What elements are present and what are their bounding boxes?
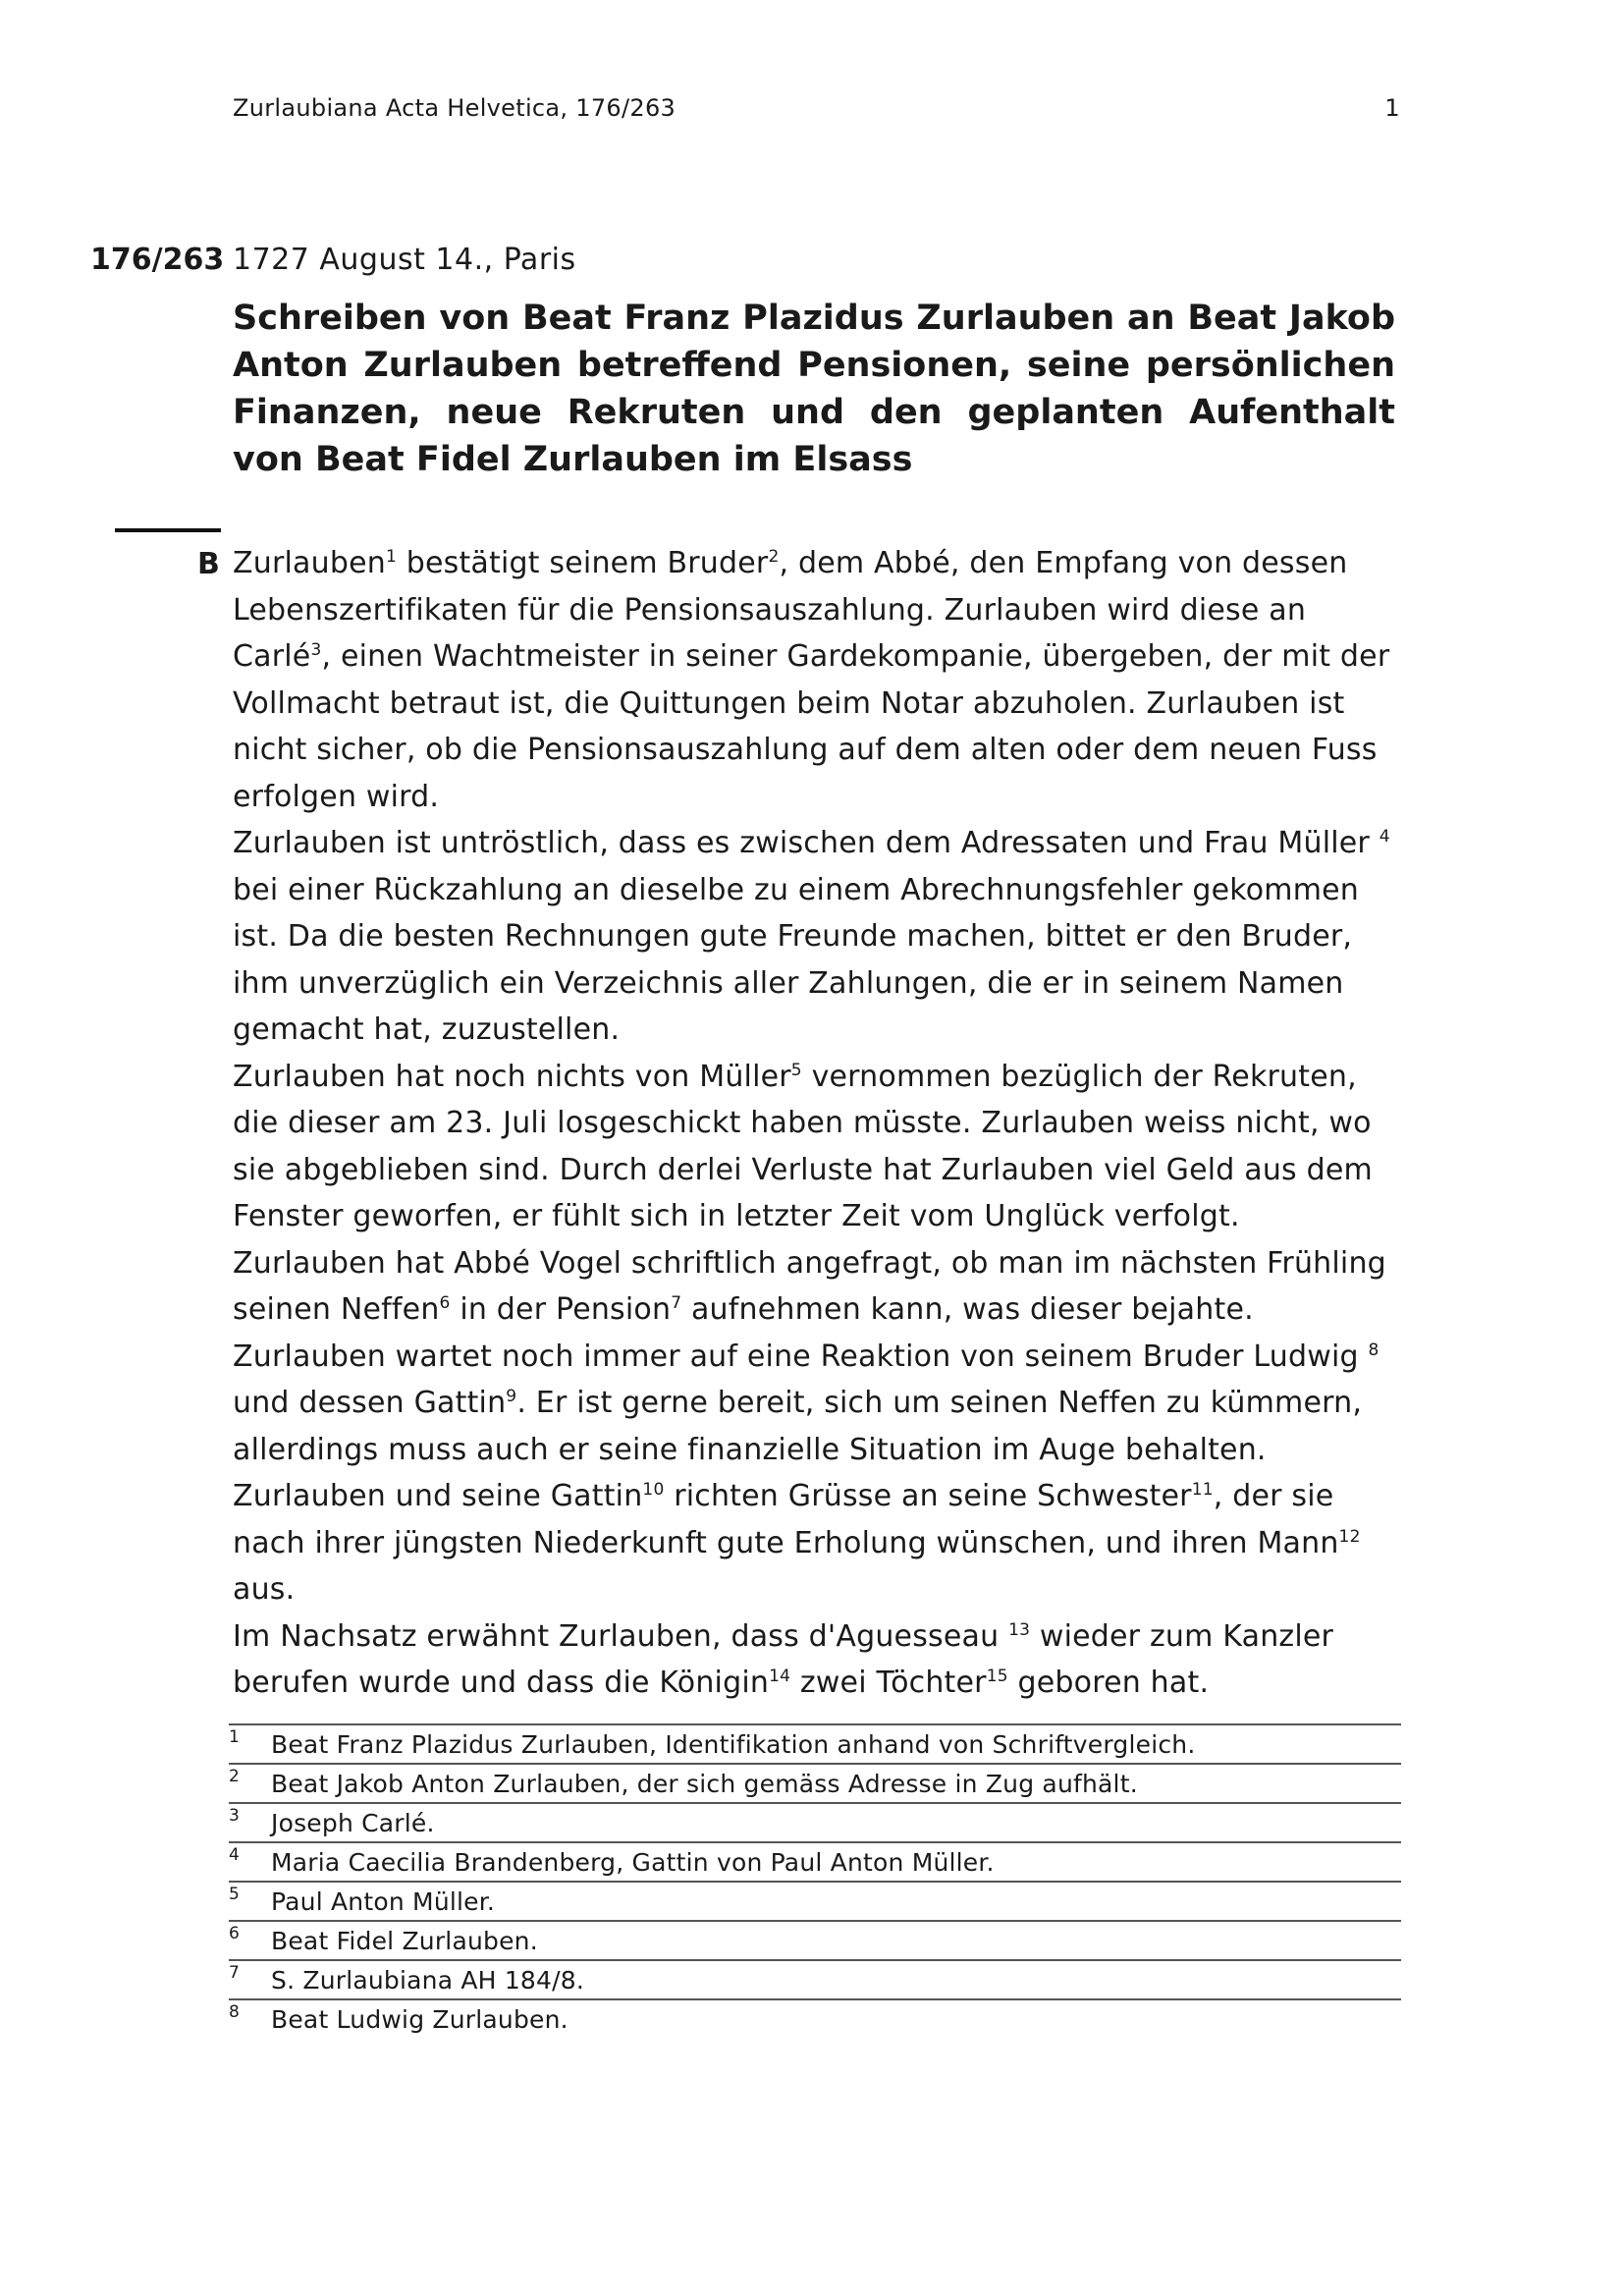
footnote [229, 1763, 1401, 1802]
footnote-number: 5 [229, 1885, 241, 1904]
text-segment: . Er ist gerne bereit, sich um seinen Neffen zu kümmern, allerdings muss auch er seine finanzielle Situation im Auge behalten. [233, 1386, 1363, 1467]
footnote-ref[interactable]: 13 [1008, 1619, 1031, 1640]
footnote-text: Beat Jakob Anton Zurlauben, der sich gemäss Adresse in Zug aufhält. [271, 1769, 1138, 1798]
text-segment: Zurlauben hat Abbé Vogel schriftlich angefragt, ob man im nächsten Frühling seinen Neffen [233, 1245, 1386, 1327]
text-segment: Im Nachsatz erwähnt Zurlauben, dass d'Aguesseau [233, 1618, 1009, 1654]
text-segment: Zurlauben [233, 546, 386, 580]
footnote [229, 1802, 1401, 1841]
footnote [229, 1998, 1401, 2038]
footnote-ref[interactable]: 14 [769, 1667, 791, 1686]
footnote [229, 1841, 1401, 1881]
section-rule [115, 528, 221, 532]
date-place: 1727 August 14., Paris [233, 243, 576, 277]
footnote-ref[interactable]: 1 [385, 547, 397, 567]
text-segment: aufnehmen kann, was dieser bejahte. Zurlauben wartet noch immer auf eine Reaktion von seinem Bruder Ludwig [233, 1292, 1369, 1374]
page-number: 1 [1384, 94, 1400, 122]
text-segment: , dem Abbé, den Empfang von dessen Lebenszertifikaten für die Pensionsauszahlung. Zurlauben wird diese an Carlé [233, 546, 1348, 674]
text-segment: richten Grüsse an seine Schwester [664, 1479, 1192, 1513]
footnote-ref[interactable]: 5 [790, 1060, 802, 1080]
summary-text [233, 540, 1401, 1707]
text-segment: , der sie nach ihrer jüngsten Niederkunft gute Erholung wünschen, und ihren Mann [233, 1479, 1339, 1560]
text-segment: geboren hat. [1007, 1666, 1210, 1700]
footnote [229, 1881, 1401, 1920]
text-segment: wieder zum Kanzler berufen wurde und dass die Königin [233, 1618, 1334, 1700]
footnote-ref[interactable]: 4 [1379, 827, 1390, 847]
footnote-number: 1 [229, 1727, 241, 1747]
footnote [229, 1920, 1401, 1959]
text-segment: bei einer Rückzahlung an dieselbe zu einem Abrechnungsfehler gekommen ist. Da die besten Rechnungen gute Freunde machen, bittet er den Bruder, ihm unverzüglich ein Verzeichnis aller Zahlungen, die er in seinem Namen gemacht hat, zuzustellen. [233, 872, 1360, 1047]
footnote-ref[interactable]: 9 [506, 1387, 517, 1406]
summary-paragraph [233, 1054, 1401, 1240]
footnote-number: 8 [229, 2002, 241, 2022]
text-segment: bestätigt seinem Bruder [396, 546, 769, 580]
document-title: Schreiben von Beat Franz Plazidus Zurlauben an Beat Jakob Anton Zurlauben betreffend Pensionen, seine persönlichen Finanzen, neue Rekruten und den geplanten Aufenthalt von Beat Fidel Zurlauben im Elsass [233, 299, 1395, 479]
text-segment: zwei Töchter [790, 1666, 987, 1700]
summary-paragraph [233, 820, 1401, 1054]
footnote [229, 1959, 1401, 1998]
text-segment: , einen Wachtmeister in seiner Gardekompanie, übergeben, der mit der Vollmacht betraut ist, die Quittungen beim Notar abzuholen. Zurlauben ist nicht sicher, ob die Pensionsauszahlung auf dem alten oder dem neuen Fuss erfolgen wird. [233, 639, 1390, 814]
text-segment: Zurlauben hat noch nichts von Müller [233, 1059, 791, 1094]
footnote [229, 1723, 1401, 1763]
summary-paragraph [233, 540, 1401, 820]
footnote-ref[interactable]: 10 [642, 1480, 665, 1500]
summary-paragraph [233, 1473, 1401, 1613]
footnote-number: 2 [229, 1767, 241, 1786]
footnote-number: 4 [229, 1845, 241, 1865]
document-id: 176/263 [90, 243, 225, 277]
footnote-ref[interactable]: 6 [439, 1293, 451, 1313]
footnote-ref[interactable]: 11 [1191, 1480, 1214, 1500]
footnote-text: Beat Ludwig Zurlauben. [271, 2004, 568, 2034]
footnote-number: 7 [229, 1963, 241, 1983]
footnote-text: S. Zurlaubiana AH 184/8. [271, 1965, 585, 1995]
section-marker: B [197, 547, 220, 581]
footnote-number: 6 [229, 1924, 241, 1943]
page-header [233, 94, 1400, 122]
footnote-ref[interactable]: 12 [1338, 1526, 1361, 1547]
text-segment: vernommen bezüglich der Rekruten, die dieser am 23. Juli losgeschickt haben müsste. Zurlauben weiss nicht, wo sie abgeblieben sind. Durch derlei Verluste hat Zurlauben viel Geld aus dem Fenster geworfen, er fühlt sich in letzter Zeit vom Unglück verfolgt. [233, 1059, 1373, 1233]
footnote-ref[interactable]: 15 [986, 1667, 1008, 1686]
footnote-ref[interactable]: 3 [310, 640, 322, 660]
footnote-ref[interactable]: 7 [671, 1293, 682, 1313]
footnotes [229, 1723, 1401, 2038]
footnote-text: Maria Caecilia Brandenberg, Gattin von Paul Anton Müller. [271, 1847, 995, 1877]
text-segment: in der Pension [450, 1292, 672, 1327]
text-segment: Zurlauben und seine Gattin [233, 1479, 643, 1513]
footnote-text: Beat Fidel Zurlauben. [271, 1926, 538, 1955]
footnote-ref[interactable]: 8 [1368, 1339, 1380, 1360]
footnote-ref[interactable]: 2 [768, 547, 780, 567]
footnote-text: Paul Anton Müller. [271, 1886, 496, 1916]
footnote-text: Beat Franz Plazidus Zurlauben, Identifikation anhand von Schriftvergleich. [271, 1729, 1196, 1759]
summary-paragraph [233, 1240, 1401, 1474]
footnote-text: Joseph Carlé. [271, 1808, 435, 1837]
text-segment: Zurlauben ist untröstlich, dass es zwischen dem Adressaten und Frau Müller [233, 826, 1380, 860]
footnote-number: 3 [229, 1806, 241, 1826]
running-title: Zurlaubiana Acta Helvetica, 176/263 [233, 94, 676, 122]
text-segment: aus. [233, 1572, 296, 1607]
summary-paragraph [233, 1613, 1401, 1707]
text-segment: und dessen Gattin [233, 1386, 507, 1420]
